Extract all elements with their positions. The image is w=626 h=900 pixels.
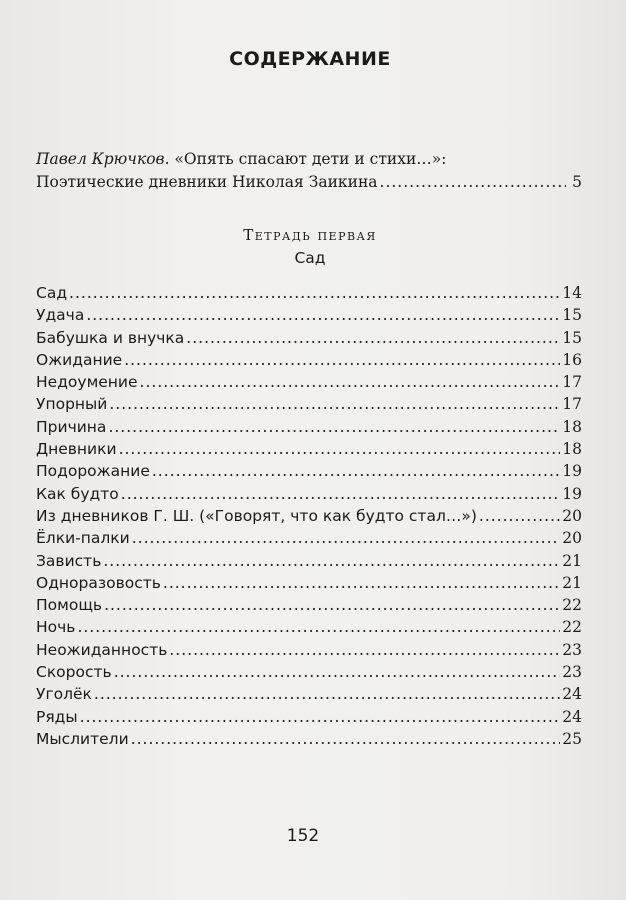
- toc-entry-page: 18: [562, 440, 582, 459]
- toc-entry-title: Мыслители: [36, 729, 129, 748]
- leader-dots: [132, 529, 561, 547]
- leader-dots: [119, 440, 561, 458]
- leader-dots: [121, 485, 561, 503]
- toc-entry-page: 15: [562, 328, 582, 347]
- toc-entry: [36, 418, 582, 440]
- leader-dots: [152, 462, 560, 480]
- toc-entry-title: Как будто: [36, 484, 119, 503]
- toc-entry-page: 25: [562, 729, 582, 748]
- toc-entry: [36, 485, 582, 507]
- toc-entry-title: Одноразовость: [36, 573, 161, 592]
- toc-entry-page: 20: [562, 529, 582, 548]
- toc-entry-page: 20: [562, 506, 582, 525]
- intro-line-1: [36, 148, 582, 171]
- toc-entry: [36, 395, 582, 417]
- intro-title-part: «Опять спасают дети и стихи…»:: [169, 150, 447, 168]
- toc-entry: [36, 685, 582, 707]
- page-number: 152: [286, 826, 320, 846]
- toc-entry: [36, 663, 582, 685]
- toc-entry-title: Ожидание: [36, 350, 123, 369]
- toc-entry-title: Бабушка и внучка: [36, 328, 185, 347]
- toc-entry-page: 14: [562, 284, 582, 302]
- page-title: СОДЕРЖАНИЕ: [229, 48, 391, 70]
- leader-dots: [109, 395, 560, 413]
- toc-entry: [36, 440, 582, 462]
- leader-dots: [103, 552, 560, 570]
- leader-dots: [186, 329, 560, 347]
- toc-entry-title: Сад: [36, 284, 68, 302]
- leader-dots: [108, 418, 560, 436]
- toc-entry-page: 23: [562, 640, 582, 659]
- intro-entry: [36, 148, 582, 194]
- toc-entry: [36, 618, 582, 640]
- toc-entry: [36, 351, 582, 373]
- toc-entry-page: 23: [562, 663, 582, 682]
- toc-entry-title: Зависть: [36, 551, 102, 570]
- toc-entry-title: Скорость: [36, 663, 112, 682]
- toc-entry-title: Из дневников Г. Ш. («Говорят, что как будто стал…»): [36, 506, 477, 525]
- toc-entry: [36, 462, 582, 484]
- leader-dots: [77, 618, 560, 636]
- leader-dots: [80, 708, 561, 726]
- toc-entry: [36, 529, 582, 551]
- toc-entry-page: 17: [562, 395, 582, 414]
- leader-dots: [140, 373, 561, 391]
- leader-dots: [86, 306, 560, 324]
- intro-line-2: [36, 171, 582, 194]
- leader-dots: [114, 663, 561, 681]
- toc-entry-title: Помощь: [36, 596, 103, 615]
- toc-entry-page: 15: [562, 306, 582, 325]
- toc-entry: [36, 552, 582, 574]
- leader-dots: [94, 685, 560, 703]
- toc-entry-title: Подорожание: [36, 462, 150, 481]
- toc-entry: [36, 708, 582, 730]
- leader-dots: [104, 596, 560, 614]
- toc-entry-title: Уголёк: [36, 685, 92, 704]
- toc-entry-page: 16: [562, 350, 582, 369]
- toc-list: [36, 284, 582, 752]
- leader-dots: [169, 641, 560, 659]
- toc-entry: [36, 329, 582, 351]
- toc-entry-page: 24: [562, 685, 582, 704]
- toc-entry: [36, 730, 582, 752]
- toc-entry: [36, 284, 582, 306]
- toc-entry: [36, 507, 582, 529]
- toc-entry: [36, 596, 582, 618]
- intro-page-number: 5: [572, 173, 582, 191]
- section-heading: Тетрадь первая: [243, 226, 377, 244]
- leader-dots: [131, 730, 561, 748]
- leader-dots: [124, 351, 560, 369]
- leader-dots: [163, 574, 560, 592]
- leader-dots: [380, 171, 566, 194]
- toc-entry: [36, 373, 582, 395]
- toc-entry-title: Причина: [36, 417, 107, 436]
- toc-entry-title: Неожиданность: [36, 640, 168, 659]
- toc-entry-page: 22: [562, 618, 582, 637]
- toc-entry-page: 24: [562, 707, 582, 726]
- toc-entry-title: Недоумение: [36, 373, 138, 392]
- toc-entry-page: 21: [562, 573, 582, 592]
- toc-entry-title: Упорный: [36, 395, 108, 414]
- toc-entry-title: Ночь: [36, 618, 76, 637]
- leader-dots: [69, 284, 560, 302]
- toc-entry-page: 19: [562, 462, 582, 481]
- toc-entry-page: 18: [562, 417, 582, 436]
- section-subtitle: Сад: [294, 249, 326, 267]
- toc-entry: [36, 306, 582, 328]
- toc-entry: [36, 574, 582, 596]
- toc-entry-title: Ёлки-палки: [36, 529, 130, 548]
- toc-entry-title: Ряды: [36, 707, 78, 726]
- toc-entry-page: 17: [562, 373, 582, 392]
- toc-entry: [36, 641, 582, 663]
- intro-author: Павел Крючков.: [36, 150, 170, 168]
- toc-entry-page: 19: [562, 484, 582, 503]
- intro-title-continued: Поэтические дневники Николая Заикина: [36, 173, 378, 191]
- toc-entry-title: Удача: [36, 306, 85, 325]
- toc-entry-title: Дневники: [36, 440, 117, 459]
- leader-dots: [479, 507, 560, 525]
- toc-entry-page: 22: [562, 596, 582, 615]
- toc-entry-page: 21: [562, 551, 582, 570]
